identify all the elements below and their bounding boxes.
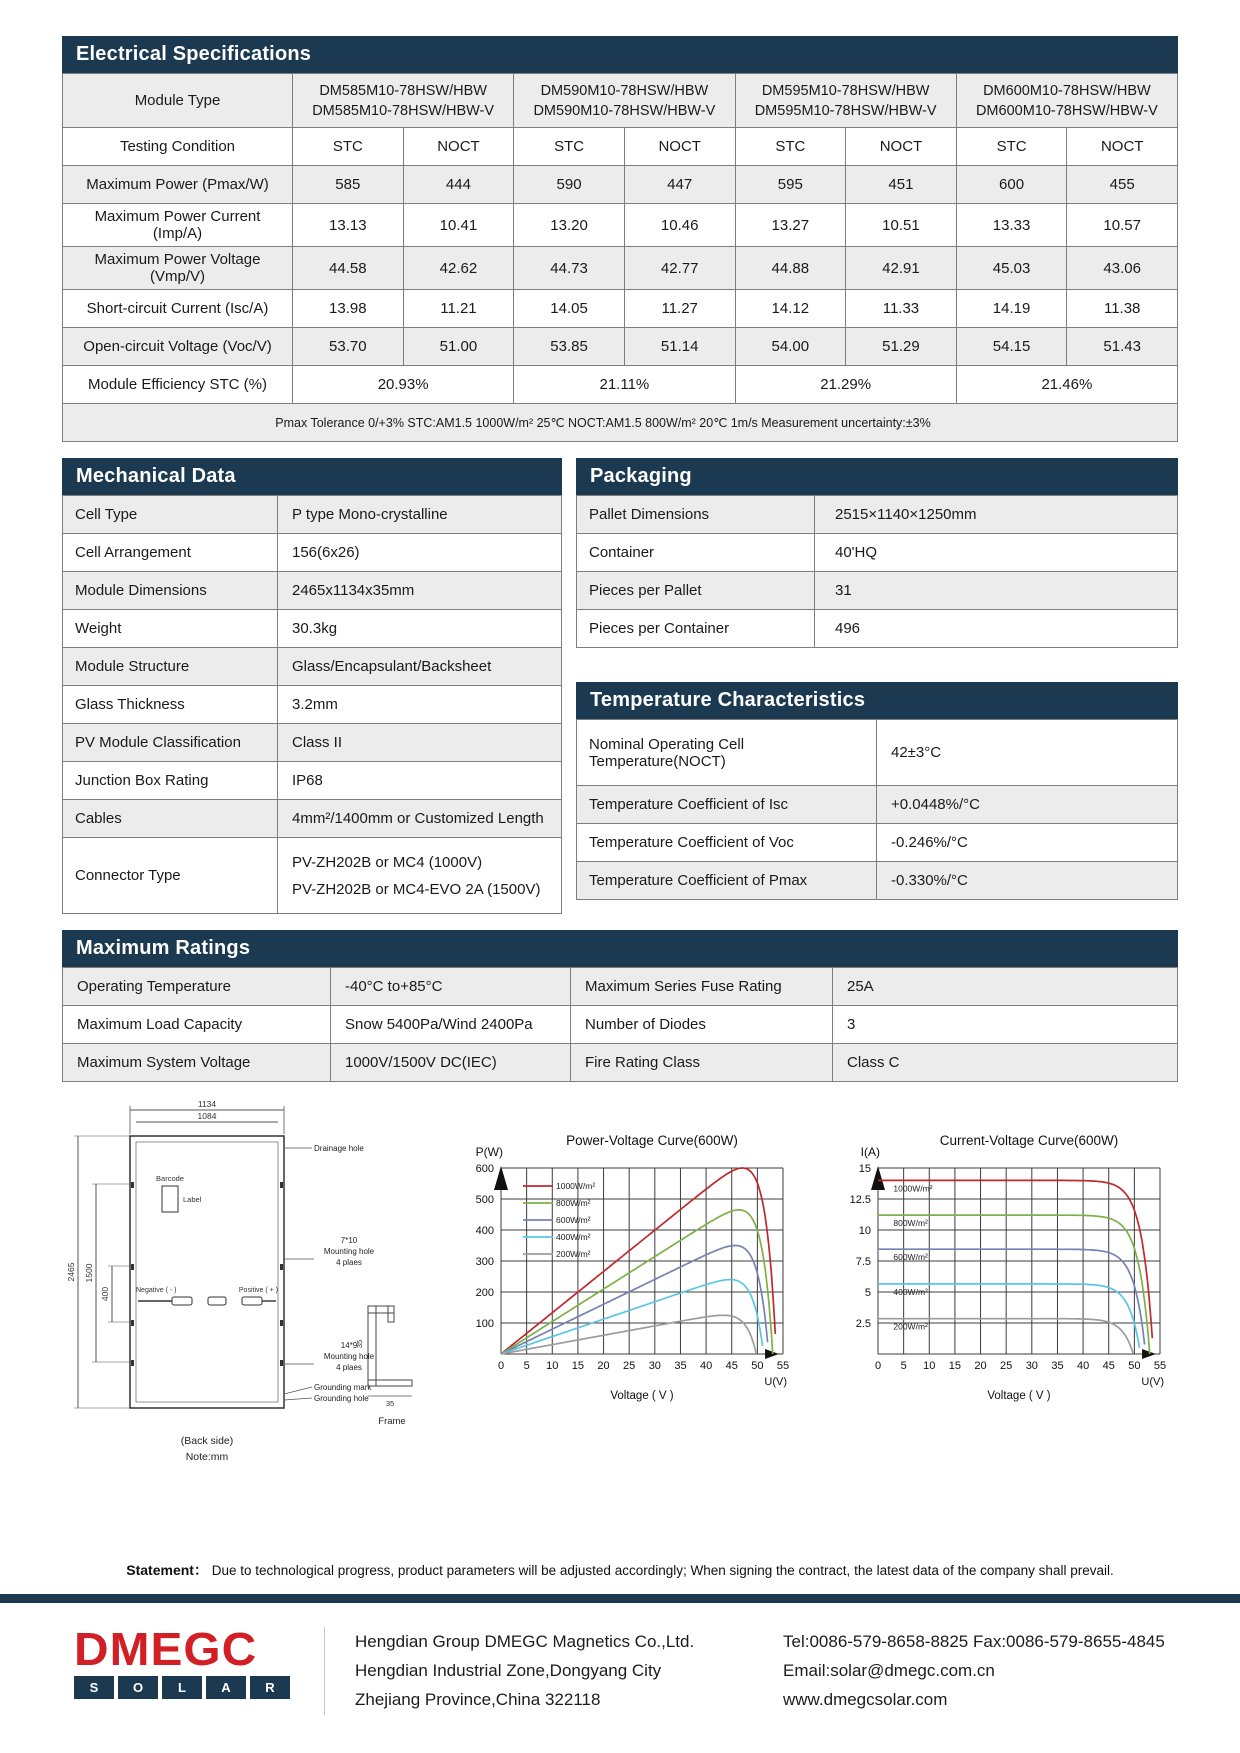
cell: 11.27: [624, 290, 735, 328]
svg-text:400: 400: [475, 1225, 494, 1237]
module-name-line: DM595M10-78HSW/HBW: [761, 82, 930, 99]
table-row: [63, 1006, 1178, 1044]
chart-title: Power-Voltage Curve(600W): [566, 1133, 738, 1148]
row-value: Glass/Encapsulant/Backsheet: [278, 648, 562, 686]
cell: 51.14: [624, 328, 735, 366]
diagrams-section: [62, 1096, 1178, 1558]
cell: 14.05: [514, 290, 625, 328]
cell: 590: [514, 166, 625, 204]
cell: 51.43: [1067, 328, 1178, 366]
row-value: Class II: [278, 724, 562, 762]
x-unit-label: U(V): [764, 1376, 787, 1388]
row-value: 31: [815, 572, 1178, 610]
dim-1500: 1500: [84, 1263, 94, 1283]
module-name-line: DM590M10-78HSW/HBW: [540, 82, 709, 99]
row-value: 2465x1134x35mm: [278, 572, 562, 610]
backside-caption: (Back side): [180, 1435, 234, 1447]
series-600W/m²: [501, 1246, 768, 1355]
row-label: Number of Diodes: [571, 1006, 833, 1044]
mechanical-table: [62, 495, 562, 914]
svg-text:500: 500: [475, 1194, 494, 1206]
label-label: Label: [183, 1195, 202, 1204]
dim-1084: 1084: [197, 1111, 217, 1121]
contact-line-tel-fax: Tel:0086-579-8658-8825 Fax:0086-579-8655-4845: [783, 1632, 1165, 1651]
connector-line: PV-ZH202B or MC4-EVO 2A (1500V): [292, 880, 541, 898]
svg-text:0: 0: [497, 1360, 505, 1372]
row-label: Nominal Operating Cell Temperature(NOCT): [577, 720, 877, 786]
svg-text:20: 20: [974, 1360, 987, 1372]
svg-text:35: 35: [674, 1360, 687, 1372]
row-label: Glass Thickness: [63, 686, 278, 724]
module-name-595: [735, 74, 956, 128]
legend-label: 600W/m²: [556, 1215, 591, 1225]
row-label: Maximum Power Current (Imp/A): [63, 204, 293, 247]
address-line: Hengdian Industrial Zone,Dongyang City: [355, 1661, 662, 1680]
row-value: 42±3°C: [877, 720, 1178, 786]
module-name-line: DM585M10-78HSW/HBW-V: [312, 102, 495, 119]
positive-label: Positive ( + ): [238, 1287, 278, 1294]
pv-chart: [453, 1130, 801, 1405]
table-row: [63, 648, 562, 686]
solar-letter-box: S: [74, 1676, 114, 1699]
datasheet-page: [62, 36, 1178, 1580]
row-value: 4mm²/1400mm or Customized Length: [278, 800, 562, 838]
packaging-table: [576, 495, 1178, 648]
table-row: [63, 724, 562, 762]
row-label: Temperature Coefficient of Voc: [577, 824, 877, 862]
svg-text:12.5: 12.5: [849, 1194, 871, 1206]
table-row: [577, 496, 1178, 534]
table-row: [63, 290, 1178, 328]
module-name-line: DM600M10-78HSW/HBW: [983, 82, 1151, 99]
module-name-line: DM600M10-78HSW/HBW-V: [975, 102, 1158, 119]
cell: 455: [1067, 166, 1178, 204]
table-row: [577, 786, 1178, 824]
x-unit-label: U(V): [1141, 1376, 1164, 1388]
module-name-600: [956, 74, 1177, 128]
row-value: -0.246%/°C: [877, 824, 1178, 862]
packaging-section-title: Packaging: [576, 458, 1178, 495]
svg-text:45: 45: [1102, 1360, 1115, 1372]
module-name-line: DM595M10-78HSW/HBW-V: [754, 102, 937, 119]
row-label: Short-circuit Current (Isc/A): [63, 290, 293, 328]
address-line: Zhejiang Province,China 322118: [355, 1690, 601, 1709]
svg-text:30: 30: [648, 1360, 661, 1372]
row-label: Temperature Coefficient of Isc: [577, 786, 877, 824]
company-address: [355, 1627, 755, 1714]
mounting-hole-7x10: 7*10: [340, 1236, 358, 1245]
table-row: [63, 800, 562, 838]
table-row: [577, 610, 1178, 648]
solar-letter-box: O: [118, 1676, 158, 1699]
cell: 44.88: [735, 247, 846, 290]
row-label: Weight: [63, 610, 278, 648]
noct-header: NOCT: [846, 128, 957, 166]
row-label: Cell Type: [63, 496, 278, 534]
contact-line-email: Email:solar@dmegc.com.cn: [783, 1661, 995, 1680]
statement-line: [62, 1560, 1178, 1580]
row-value: -0.330%/°C: [877, 862, 1178, 900]
inline-series-label: 200W/m²: [893, 1321, 928, 1332]
table-row: [577, 534, 1178, 572]
y-axis-arrow: [494, 1166, 508, 1190]
svg-text:35: 35: [1051, 1360, 1064, 1372]
legend-label: 400W/m²: [556, 1232, 591, 1242]
inline-series-label: 600W/m²: [893, 1252, 928, 1263]
contact-line-website: www.dmegcsolar.com: [783, 1690, 948, 1709]
stc-header: STC: [514, 128, 625, 166]
row-label: Operating Temperature: [63, 968, 331, 1006]
table-row: [63, 762, 562, 800]
svg-text:25: 25: [623, 1360, 636, 1372]
legend-label: 1000W/m²: [556, 1181, 596, 1191]
cell: 20.93%: [293, 366, 514, 404]
module-type-row: [63, 74, 1178, 128]
row-value: -40°C to+85°C: [331, 968, 571, 1006]
barcode-label: Barcode: [156, 1174, 184, 1183]
module-name-line: DM585M10-78HSW/HBW: [319, 82, 487, 99]
stc-header: STC: [956, 128, 1067, 166]
svg-text:10: 10: [858, 1225, 871, 1237]
cell: 451: [846, 166, 957, 204]
iv-chart: [830, 1130, 1178, 1405]
x-axis-label: Voltage ( V ): [610, 1390, 674, 1402]
address-line: Hengdian Group DMEGC Magnetics Co.,Ltd.: [355, 1632, 695, 1651]
footer-rule: [0, 1594, 1240, 1603]
table-row: [63, 328, 1178, 366]
negative-label: Negative ( - ): [136, 1287, 177, 1294]
svg-text:10: 10: [923, 1360, 936, 1372]
svg-text:40: 40: [1076, 1360, 1090, 1372]
svg-text:40: 40: [699, 1360, 713, 1372]
cell: 13.13: [293, 204, 404, 247]
module-name-line: DM590M10-78HSW/HBW-V: [533, 102, 716, 119]
connector-line: PV-ZH202B or MC4 (1000V): [292, 853, 483, 871]
row-label: Cables: [63, 800, 278, 838]
row-label: Maximum System Voltage: [63, 1044, 331, 1082]
cell: 14.12: [735, 290, 846, 328]
cell: 21.46%: [956, 366, 1177, 404]
svg-text:30: 30: [1025, 1360, 1038, 1372]
cell: 53.70: [293, 328, 404, 366]
svg-text:5: 5: [900, 1360, 907, 1372]
svg-text:5: 5: [523, 1360, 530, 1372]
cell: 14.19: [956, 290, 1067, 328]
cell: 10.46: [624, 204, 735, 247]
svg-text:600: 600: [475, 1163, 494, 1175]
dim-2465: 2465: [66, 1262, 76, 1282]
row-label: Module Dimensions: [63, 572, 278, 610]
row-value: 2515×1140×1250mm: [815, 496, 1178, 534]
frame-caption: Frame: [378, 1416, 406, 1427]
table-row: [63, 572, 562, 610]
note-mm-caption: Note:mm: [185, 1451, 229, 1463]
row-label: Temperature Coefficient of Pmax: [577, 862, 877, 900]
svg-text:15: 15: [948, 1360, 962, 1372]
table-row: [63, 1044, 1178, 1082]
cell: 53.85: [514, 328, 625, 366]
table-row: [577, 862, 1178, 900]
svg-text:50: 50: [751, 1360, 764, 1372]
cell: 11.33: [846, 290, 957, 328]
module-name-585: [293, 74, 514, 128]
row-label: Container: [577, 534, 815, 572]
cell: 444: [403, 166, 514, 204]
svg-text:2.5: 2.5: [855, 1318, 871, 1330]
x-axis-label: Voltage ( V ): [987, 1390, 1051, 1402]
cell: 44.73: [514, 247, 625, 290]
cell: 54.15: [956, 328, 1067, 366]
grounding-mark-label: Grounding mark: [314, 1383, 372, 1392]
row-label: PV Module Classification: [63, 724, 278, 762]
cell: 600: [956, 166, 1067, 204]
svg-text:45: 45: [725, 1360, 738, 1372]
cell: 21.11%: [514, 366, 735, 404]
table-row: [63, 247, 1178, 290]
legend-label: 200W/m²: [556, 1249, 591, 1259]
table-row: [577, 720, 1178, 786]
cell: 13.33: [956, 204, 1067, 247]
grounding-hole-label: Grounding hole: [314, 1394, 369, 1403]
inline-series-label: 1000W/m²: [893, 1183, 933, 1194]
mounting-hole-places: 4 plaes: [336, 1258, 362, 1267]
solar-logo-row: [74, 1676, 290, 1699]
footer: [0, 1603, 1240, 1715]
tolerance-note-row: [63, 404, 1178, 442]
solar-letter-box: A: [206, 1676, 246, 1699]
row-value: IP68: [278, 762, 562, 800]
cell: 10.51: [846, 204, 957, 247]
svg-text:15: 15: [571, 1360, 585, 1372]
cell: 13.98: [293, 290, 404, 328]
mounting-hole-14x9: 14*9: [340, 1341, 358, 1350]
row-label: Module Efficiency STC (%): [63, 366, 293, 404]
svg-text:100: 100: [475, 1318, 494, 1330]
table-row: [63, 534, 562, 572]
noct-header: NOCT: [403, 128, 514, 166]
cell: 10.41: [403, 204, 514, 247]
electrical-specs-table: [62, 73, 1178, 442]
dim-400: 400: [100, 1286, 110, 1302]
row-label: Cell Arrangement: [63, 534, 278, 572]
svg-text:5: 5: [864, 1287, 871, 1299]
row-label: Connector Type: [63, 838, 278, 914]
row-label: Maximum Series Fuse Rating: [571, 968, 833, 1006]
chart-title: Current-Voltage Curve(600W): [939, 1133, 1119, 1148]
cell: 42.77: [624, 247, 735, 290]
module-name-590: [514, 74, 735, 128]
legend-label: 800W/m²: [556, 1198, 591, 1208]
row-value: P type Mono-crystalline: [278, 496, 562, 534]
svg-text:25: 25: [1000, 1360, 1013, 1372]
mechanical-section-title: Mechanical Data: [62, 458, 562, 495]
dim-1134: 1134: [197, 1099, 217, 1109]
row-value: 40'HQ: [815, 534, 1178, 572]
testing-condition-header: Testing Condition: [63, 128, 293, 166]
table-row: [63, 610, 562, 648]
row-label: Maximum Power (Pmax/W): [63, 166, 293, 204]
row-label: Maximum Load Capacity: [63, 1006, 331, 1044]
module-type-header: Module Type: [63, 74, 293, 128]
solar-letter-box: R: [250, 1676, 290, 1699]
svg-text:0: 0: [874, 1360, 882, 1372]
table-row: [63, 686, 562, 724]
cell: 45.03: [956, 247, 1067, 290]
stc-header: STC: [735, 128, 846, 166]
cell: 51.29: [846, 328, 957, 366]
row-label: Pallet Dimensions: [577, 496, 815, 534]
row-value: 30.3kg: [278, 610, 562, 648]
cell: 51.00: [403, 328, 514, 366]
y-axis-label: I(A): [860, 1145, 880, 1159]
drainage-hole-label: Drainage hole: [314, 1144, 364, 1153]
statement-text: Due to technological progress, product parameters will be adjusted accordingly; When signing the contract, the latest data of the company shall prevail.: [211, 1563, 1114, 1578]
temperature-section-title: Temperature Characteristics: [576, 682, 1178, 719]
cell: 21.29%: [735, 366, 956, 404]
max-ratings-table: [62, 967, 1178, 1082]
row-value: 25A: [833, 968, 1178, 1006]
svg-text:10: 10: [546, 1360, 559, 1372]
frame-dim-v: 35: [355, 1339, 364, 1349]
company-contacts: [783, 1627, 1165, 1714]
cell: 447: [624, 166, 735, 204]
tolerance-note: Pmax Tolerance 0/+3% STC:AM1.5 1000W/m² 25℃ NOCT:AM1.5 800W/m² 20℃ 1m/s Measurement uncertainty:±3%: [63, 404, 1178, 442]
statement-label: Statement：: [126, 1562, 208, 1578]
table-row: [63, 166, 1178, 204]
svg-text:300: 300: [475, 1256, 494, 1268]
cell: 13.20: [514, 204, 625, 247]
footer-divider: [324, 1627, 325, 1715]
row-label: Open-circuit Voltage (Voc/V): [63, 328, 293, 366]
svg-text:200: 200: [475, 1287, 494, 1299]
row-value: 3: [833, 1006, 1178, 1044]
cell: 43.06: [1067, 247, 1178, 290]
mounting-hole-places: 4 plaes: [336, 1363, 362, 1372]
row-label: Pieces per Pallet: [577, 572, 815, 610]
max-ratings-section-title: Maximum Ratings: [62, 930, 1178, 967]
row-value: 3.2mm: [278, 686, 562, 724]
row-label: Fire Rating Class: [571, 1044, 833, 1082]
row-value: 156(6x26): [278, 534, 562, 572]
row-value: Class C: [833, 1044, 1178, 1082]
row-value: Snow 5400Pa/Wind 2400Pa: [331, 1006, 571, 1044]
dmegc-logo-text: DMEGC: [74, 1623, 258, 1675]
table-row: [63, 496, 562, 534]
noct-header: NOCT: [624, 128, 735, 166]
stc-header: STC: [293, 128, 404, 166]
efficiency-row: [63, 366, 1178, 404]
cell: 11.21: [403, 290, 514, 328]
row-value: [278, 838, 562, 914]
cell: 595: [735, 166, 846, 204]
table-row: [63, 204, 1178, 247]
mounting-hole-label: Mounting hole: [323, 1352, 375, 1361]
dmegc-logo: [74, 1623, 290, 1699]
row-label: Junction Box Rating: [63, 762, 278, 800]
module-backside-drawing: [62, 1096, 424, 1476]
cell: 54.00: [735, 328, 846, 366]
cell: 10.57: [1067, 204, 1178, 247]
cell: 44.58: [293, 247, 404, 290]
row-value: +0.0448%/°C: [877, 786, 1178, 824]
solar-letter-box: L: [162, 1676, 202, 1699]
cell: 11.38: [1067, 290, 1178, 328]
inline-series-label: 800W/m²: [893, 1218, 928, 1229]
inline-series-label: 400W/m²: [893, 1286, 928, 1297]
temperature-table: [576, 719, 1178, 900]
noct-header: NOCT: [1067, 128, 1178, 166]
svg-text:20: 20: [597, 1360, 610, 1372]
row-label: Maximum Power Voltage (Vmp/V): [63, 247, 293, 290]
svg-text:7.5: 7.5: [855, 1256, 871, 1268]
table-row: [577, 824, 1178, 862]
frame-dim-h: 35: [385, 1399, 395, 1408]
cell: 42.62: [403, 247, 514, 290]
table-row: [577, 572, 1178, 610]
svg-text:15: 15: [858, 1163, 871, 1175]
y-axis-arrow: [871, 1166, 885, 1190]
row-value: 496: [815, 610, 1178, 648]
cell: 13.27: [735, 204, 846, 247]
svg-text:55: 55: [1153, 1360, 1167, 1372]
y-axis-label: P(W): [475, 1145, 503, 1159]
row-value: 1000V/1500V DC(IEC): [331, 1044, 571, 1082]
table-row: [63, 968, 1178, 1006]
electrical-section-title: Electrical Specifications: [62, 36, 1178, 73]
mounting-hole-label: Mounting hole: [323, 1247, 375, 1256]
svg-text:55: 55: [776, 1360, 790, 1372]
svg-text:50: 50: [1128, 1360, 1141, 1372]
cell: 42.91: [846, 247, 957, 290]
connector-type-row: [63, 838, 562, 914]
testing-condition-row: [63, 128, 1178, 166]
cell: 585: [293, 166, 404, 204]
row-label: Module Structure: [63, 648, 278, 686]
row-label: Pieces per Container: [577, 610, 815, 648]
